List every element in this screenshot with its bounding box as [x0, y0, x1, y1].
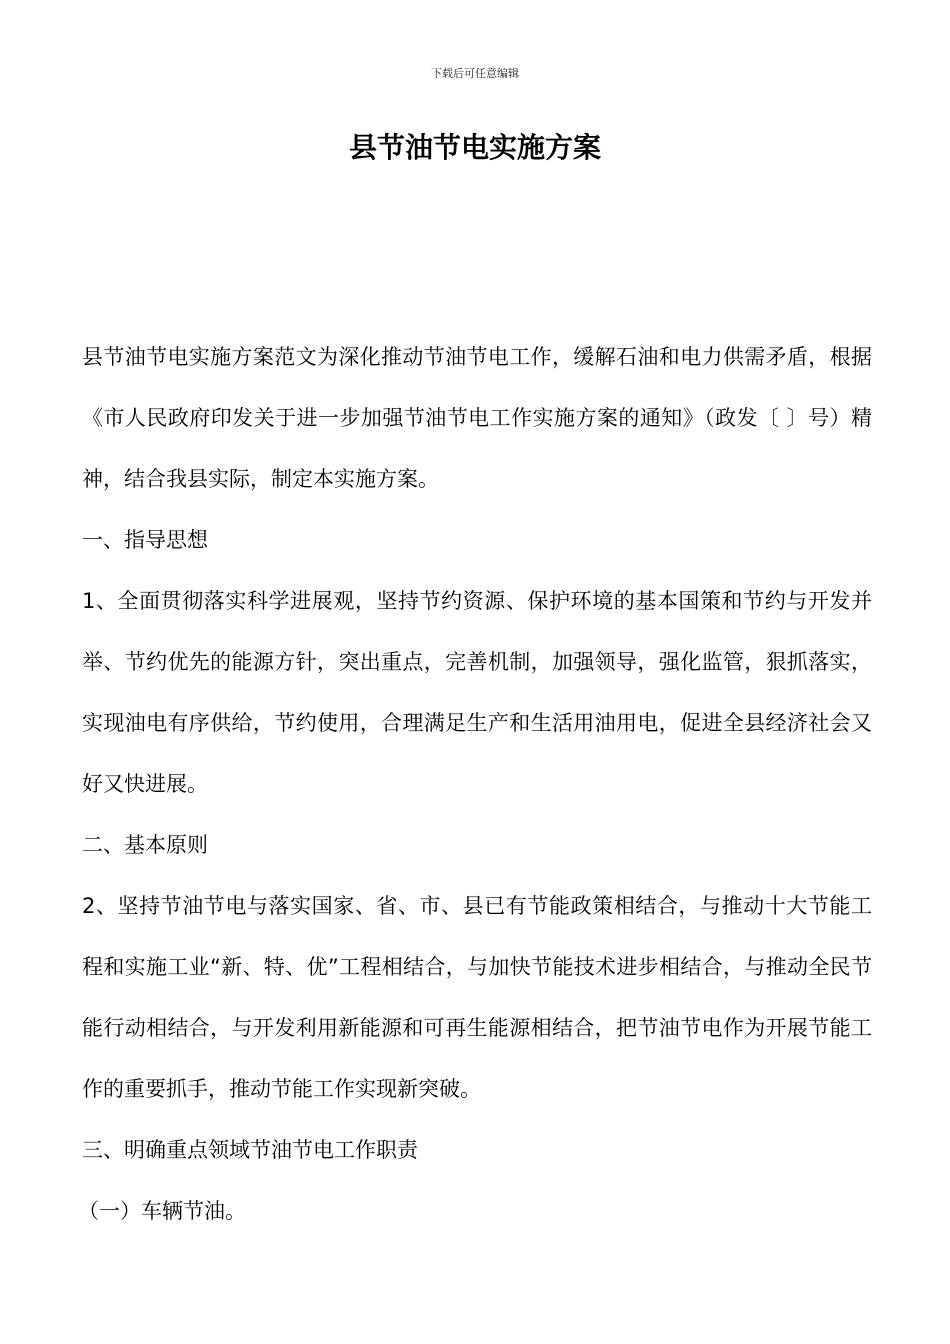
section-heading-guiding-ideology: 一、指导思想 — [82, 528, 208, 552]
document-title: 县节油节电实施方案 — [348, 131, 601, 164]
intro-paragraph: 县节油节电实施方案范文为深化推动节油节电工作，缓解石油和电力供需矛盾，根据《市人民政府印发关于进一步加强节油节电工作实施方案的通知》（政发〔 〕号）精神，结合我县实际，制定本实施方案。 — [82, 345, 873, 491]
sub-heading-vehicle-fuel: （一）车辆节油。 — [78, 1199, 246, 1223]
basic-principles-paragraph: 2、坚持节油节电与落实国家、省、市、县已有节能政策相结合，与推动十大节能工程和实施工业“新、特、优”工程相结合，与加快节能技术进步相结合，与推动全民节能行动相结合，与开发利用新能源和可再生能源相结合，把节油节电作为开展节能工作的重要抓手，推动节能工作实现新突破。 — [82, 894, 872, 1101]
page-header-note: 下载后可任意编辑 — [431, 67, 519, 80]
section-heading-basic-principles: 二、基本原则 — [82, 833, 208, 857]
document-body — [78, 327, 873, 1242]
guiding-ideology-paragraph: 1、全面贯彻落实科学进展观，坚持节约资源、保护环境的基本国策和节约与开发并举、节约优先的能源方针，突出重点，完善机制，加强领导，强化监管，狠抓落实，实现油电有序供给，节约使用，合理满足生产和生活用油用电，促进全县经济社会又好又快进展。 — [82, 589, 872, 796]
section-heading-key-areas: 三、明确重点领域节油节电工作职责 — [82, 1138, 418, 1162]
